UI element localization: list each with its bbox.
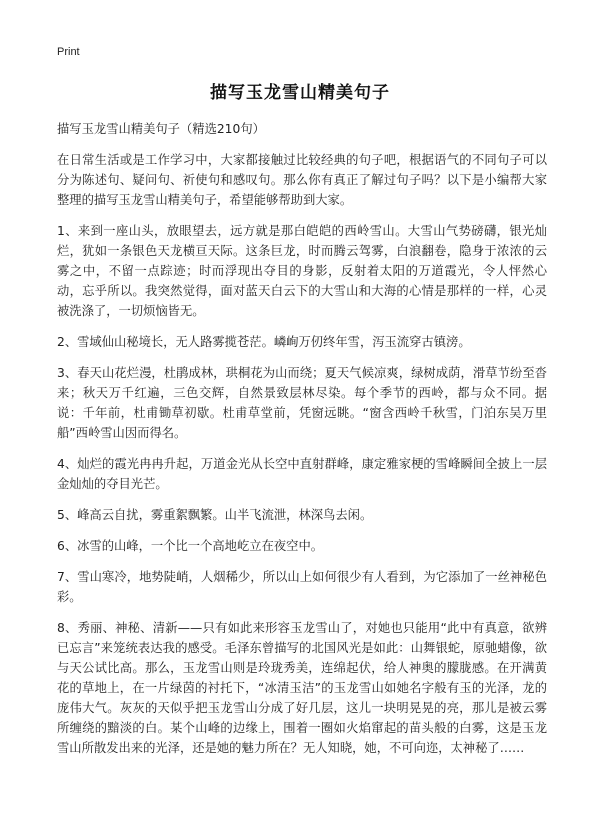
- intro-paragraph: 在日常生活或是工作学习中，大家都接触过比较经典的句子吧，根据语气的不同句子可以分为陈述句、疑问句、祈使句和感叹句。那么你有真正了解过句子吗？以下是小编帮大家整理的描写玉龙雪山精美句子，希望能够帮助到大家。: [57, 153, 547, 207]
- print-link[interactable]: Print: [57, 46, 80, 58]
- article-subtitle: 描写玉龙雪山精美句子（精选210句）: [57, 122, 265, 136]
- sentence-paragraph-8: 8、秀丽、神秘、清新——只有如此来形容玉龙雪山了，对她也只能用“此中有真意，欲辨已忘言”来笼统表达我的感受。毛泽东曾描写的北国风光是如此：山舞银蛇，原驰蜡像，欲与天公试比高。那么，玉龙雪山则是玲珑秀美，连绵起伏，给人神奥的朦胧感。在开满黄花的草地上，在一片绿茵的衬托下，“冰清玉洁”的玉龙雪山如她名字般有玉的光泽，龙的庞伟大气。灰灰的天似乎把玉龙雪山分成了好几层，这儿一块明晃晃的亮，那儿是被云雾所缠绕的黯淡的白。某个山峰的边缘上，围着一圈如火焰窜起的苗头般的白雾，这是玉龙雪山所散发出来的光泽，还是她的魅力所在？无人知晓，她，不可向迩，太神秘了……: [57, 621, 547, 755]
- page-title: 描写玉龙雪山精美句子: [210, 83, 390, 103]
- sentence-paragraph-7: 7、雪山寒冷，地势陡峭，人烟稀少，所以山上如何很少有人看到，为它添加了一丝神秘色彩。: [57, 570, 547, 604]
- sentence-paragraph-5: 5、峰高云自扰，雾重絮飘繁。山半飞流泄，林深鸟去闲。: [57, 508, 373, 522]
- sentence-paragraph-6: 6、冰雪的山峰，一个比一个高地屹立在夜空中。: [57, 539, 324, 553]
- sentence-paragraph-3: 3、春天山花烂漫，杜鹃成林，珙桐花为山而绕；夏天气候凉爽，绿树成荫，滑草节纷至沓来；秋天万千红遍，三色交辉，自然景致层林尽染。每个季节的西岭，都与众不同。据说：千年前，杜甫锄草初歇。杜甫草堂前，凭窗远眺。“窗含西岭千秋雪，门泊东吴万里船”西岭雪山因而得名。: [57, 366, 547, 440]
- sentence-paragraph-1: 1、来到一座山头，放眼望去，远方就是那白皑皑的西岭雪山。大雪山气势磅礴，银光灿烂，犹如一条银色天龙横亘天际。这条巨龙，时而腾云驾雾，白浪翻卷，隐身于浓浓的云雾之中，不留一点踪迹；时而浮现出夺目的身影，反射着太阳的万道霞光，令人怦然心动，忘乎所以。我突然觉得，面对蓝天白云下的大雪山和大海的心情是那样的一样，心灵被洗涤了，一切烦恼皆无。: [57, 224, 547, 318]
- sentence-paragraph-4: 4、灿烂的霞光冉冉升起，万道金光从长空中直射群峰，康定雅家梗的雪峰瞬间全披上一层金灿灿的夺目光芒。: [57, 457, 547, 491]
- sentence-paragraph-2: 2、雪域仙山秘境长，无人路雾揽苍茫。嶙峋万仞终年雪，泻玉流穿古镇滂。: [57, 335, 471, 349]
- article-body: [57, 119, 547, 769]
